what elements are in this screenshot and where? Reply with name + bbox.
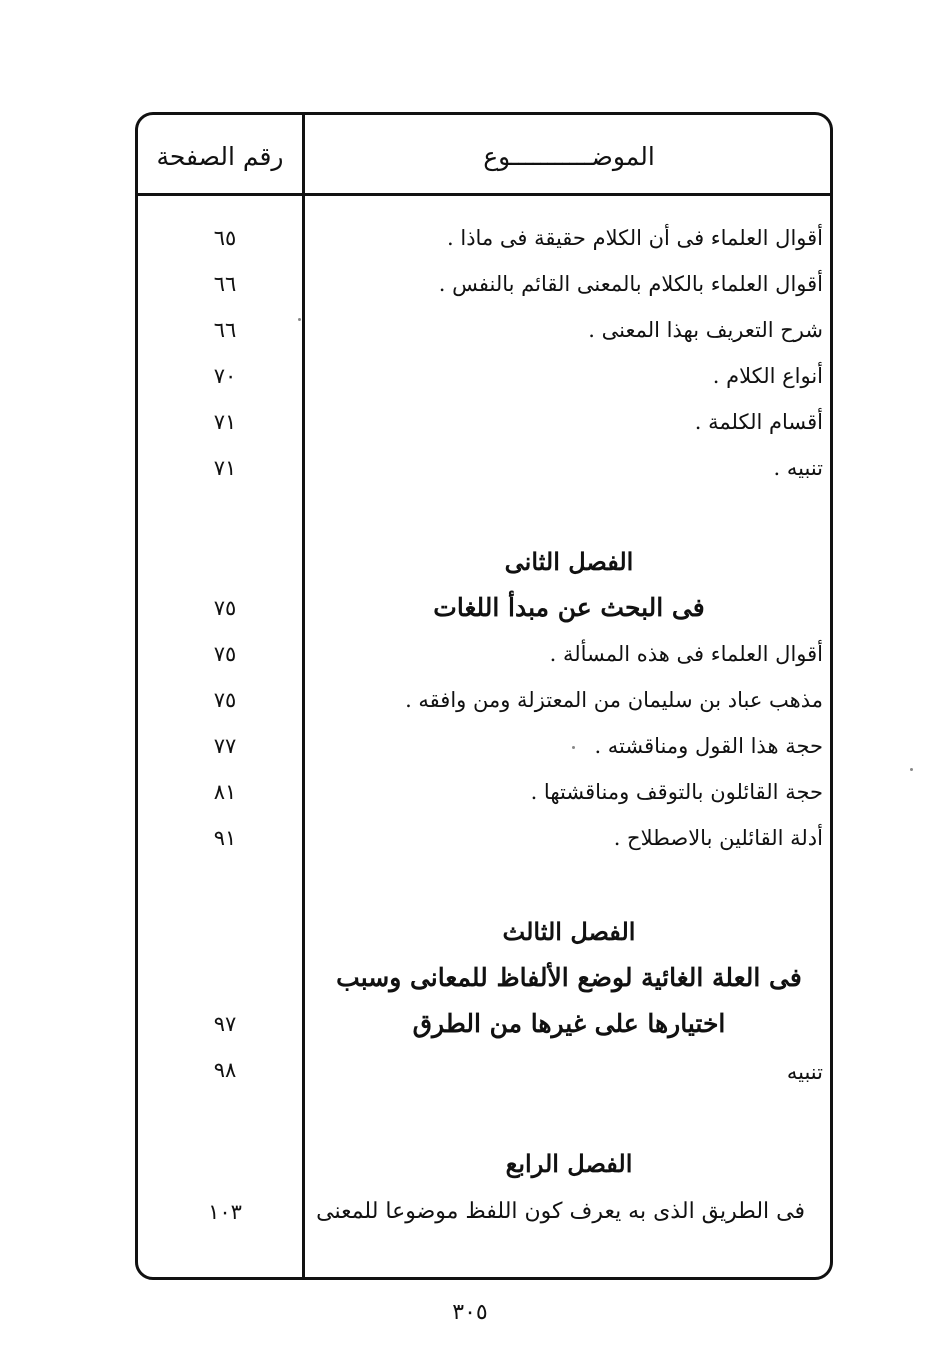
toc-page: ٧٥ (213, 642, 237, 666)
toc-entry: شرح التعريف بهذا المعنى . (588, 318, 823, 342)
page-number: ٣٠٥ (452, 1300, 488, 1325)
toc-page: ٦٦ (213, 272, 237, 296)
header-divider (135, 193, 833, 196)
toc-entry: حجة القائلون بالتوقف ومناقشتها . (530, 780, 823, 804)
page-column-header: رقم الصفحة (156, 142, 284, 171)
topic-column-header: الموضـــــــــــوع (483, 142, 655, 171)
toc-page: ٧١ (213, 410, 237, 434)
toc-entry: أقوال العلماء فى أن الكلام حقيقة فى ماذا . (447, 226, 823, 250)
toc-page: ٦٦ (213, 318, 237, 342)
scan-speck (298, 318, 301, 321)
chapter-2-subtitle: فى البحث عن مبدأ اللغات (433, 593, 705, 622)
toc-entry: أدلة القائلين بالاصطلاح . (613, 826, 823, 850)
toc-page: ٩١ (213, 826, 237, 850)
toc-entry: تنبيه (786, 1060, 823, 1084)
toc-entry: حجة هذا القول ومناقشته . (594, 734, 823, 758)
chapter-3-subtitle-line1: فى العلة الغائية لوضع الألفاظ للمعانى وسبب (336, 963, 802, 992)
chapter-4-subtitle: فى الطريق الذى به يعرف كون اللفظ موضوعا للمعنى (316, 1199, 805, 1224)
toc-entry: أقسام الكلمة . (694, 410, 823, 434)
toc-page: ٧٧ (213, 734, 237, 758)
chapter-4-title: الفصل الرابع (505, 1149, 633, 1178)
toc-page: ٦٥ (213, 226, 237, 250)
toc-page: ٨١ (213, 780, 237, 804)
toc-page: ٧١ (213, 456, 237, 480)
toc-entry: تنبيه . (773, 456, 823, 480)
toc-page: ٧٠ (213, 364, 237, 388)
chapter-3-subtitle-line2: اختيارها على غيرها من الطرق (412, 1009, 726, 1038)
chapter-2-title: الفصل الثانى (504, 547, 634, 576)
scan-speck (910, 768, 913, 771)
toc-entry: أقوال العلماء بالكلام بالمعنى القائم بالنفس . (438, 272, 823, 296)
toc-page: ٧٥ (213, 688, 237, 712)
toc-entry: أقوال العلماء فى هذه المسألة . (549, 642, 823, 666)
toc-entry: مذهب عباد بن سليمان من المعتزلة ومن وافقه . (405, 688, 823, 712)
chapter-3-title: الفصل الثالث (502, 917, 636, 946)
toc-entry: أنواع الكلام . (712, 364, 823, 388)
chapter-4-page: ١٠٣ (208, 1200, 242, 1224)
scan-speck (572, 746, 575, 749)
chapter-2-page: ٧٥ (213, 596, 237, 620)
chapter-3-page: ٩٧ (213, 1012, 237, 1036)
toc-page: ٩٨ (213, 1058, 237, 1082)
